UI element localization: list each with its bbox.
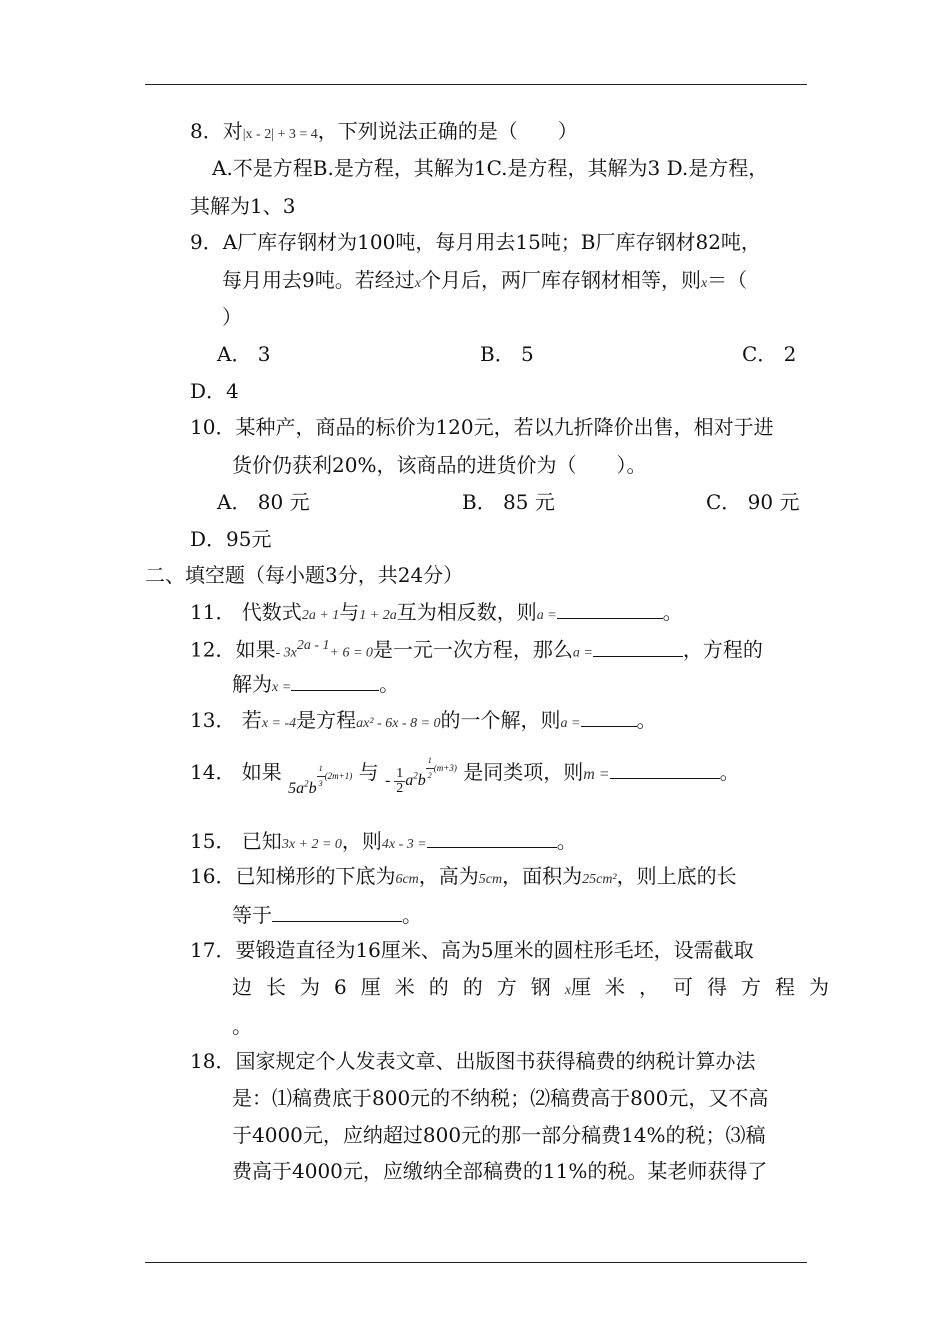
bottom-rule	[145, 1262, 807, 1263]
q9-line1: 9．A厂库存钢材为100吨，每月用去15吨；B厂库存钢材82吨，	[190, 230, 761, 254]
q18-line1: 18．国家规定个人发表文章、出版图书获得稿费的纳税计算办法	[190, 1049, 756, 1073]
q10-option-b: B． 85 元	[462, 490, 555, 514]
q10-option-d: D．95元	[190, 527, 272, 551]
q14: 14． 如果 $5a^2b$ $^{\frac{1}{3} (2m+1)}$ 与 - $\frac{1}{2}$ $a^2b$ $^{\frac{1}{2} (m+3)}$ 是同类项，则m = 。	[190, 756, 740, 790]
q10-line2: 货价仍获利20%，该商品的进货价为（ ）。	[232, 453, 647, 477]
q9-line3: ）	[222, 305, 242, 329]
q11: 11． 代数式2a + 1与1 + 2a互为相反数，则a = 。	[190, 600, 683, 624]
q16-answer-blank[interactable]	[272, 901, 402, 922]
q10-option-c: C． 90 元	[706, 490, 800, 514]
q14-term2: - $\frac{1}{2}$ $a^2b$ $^{\frac{1}{2} (m+3)}$	[384, 756, 457, 796]
q16-line2: 等于 。	[232, 903, 422, 927]
section2-heading: 二、填空题（每小题3分，共24分）	[145, 563, 464, 587]
q14-answer-blank[interactable]	[610, 758, 720, 779]
q17-line1: 17．要锻造直径为16厘米、高为5厘米的圆柱形毛坯，设需截取	[190, 938, 754, 962]
q8-options-cont: 其解为1、3	[190, 194, 296, 218]
q18-line2: 是：⑴稿费底于800元的不纳税；⑵稿费高于800元，又不高	[232, 1086, 769, 1110]
q9-option-d: D．4	[190, 379, 239, 403]
q13-answer-blank[interactable]	[581, 706, 637, 727]
q15: 15． 已知3x + 2 = 0，则4x - 3 = 。	[190, 829, 577, 853]
top-rule	[145, 84, 807, 85]
q18-line4: 费高于4000元，应缴纳全部稿费的11%的税。某老师获得了	[232, 1159, 768, 1183]
q8-equation: |x - 2| + 3 = 4	[242, 127, 318, 142]
q12-answer-blank-a[interactable]	[593, 636, 683, 657]
q17-line2: 边长为6厘米的的方钢x厘米，可得方程为	[232, 975, 843, 999]
q18-line3: 于4000元，应纳超过800元的那一部分稿费14%的税；⑶稿	[232, 1123, 766, 1147]
q11-answer-blank[interactable]	[557, 598, 663, 619]
q9-option-a: A． 3	[217, 342, 271, 366]
q12-line1: 12．如果- $3x^{2a - 1}+ 6 = 0$是一元一次方程，那么a = ，方程的	[190, 637, 763, 662]
q12-answer-blank-x[interactable]	[291, 670, 379, 691]
q17-line3: 。	[232, 1014, 252, 1038]
q16-line1: 16．已知梯形的下底为6cm，高为5cm，面积为25cm²，则上底的长	[190, 864, 737, 888]
q9-option-c: C． 2	[742, 342, 797, 366]
q9-option-b: B． 5	[480, 342, 534, 366]
q12-line2: 解为x = 。	[232, 672, 400, 696]
q10-option-a: A． 80 元	[217, 490, 310, 514]
q9-line2: 每月用去9吨。若经过x个月后，两厂库存钢材相等，则x＝（	[222, 268, 748, 292]
q10-line1: 10．某种产，商品的标价为120元，若以九折降价出售，相对于进	[190, 415, 774, 439]
q8-options: A.不是方程B.是方程，其解为1C.是方程，其解为3 D.是方程，	[212, 156, 769, 180]
q13: 13． 若x = -4是方程ax² - 6x - 8 = 0的一个解，则a = 。	[190, 708, 657, 732]
q14-term1: $5a^2b$ $^{\frac{1}{3} (2m+1)}$	[288, 764, 353, 797]
q8-stem: 8．对|x - 2| + 3 = 4，下列说法正确的是（ ）	[190, 119, 578, 143]
q15-answer-blank[interactable]	[427, 827, 557, 848]
